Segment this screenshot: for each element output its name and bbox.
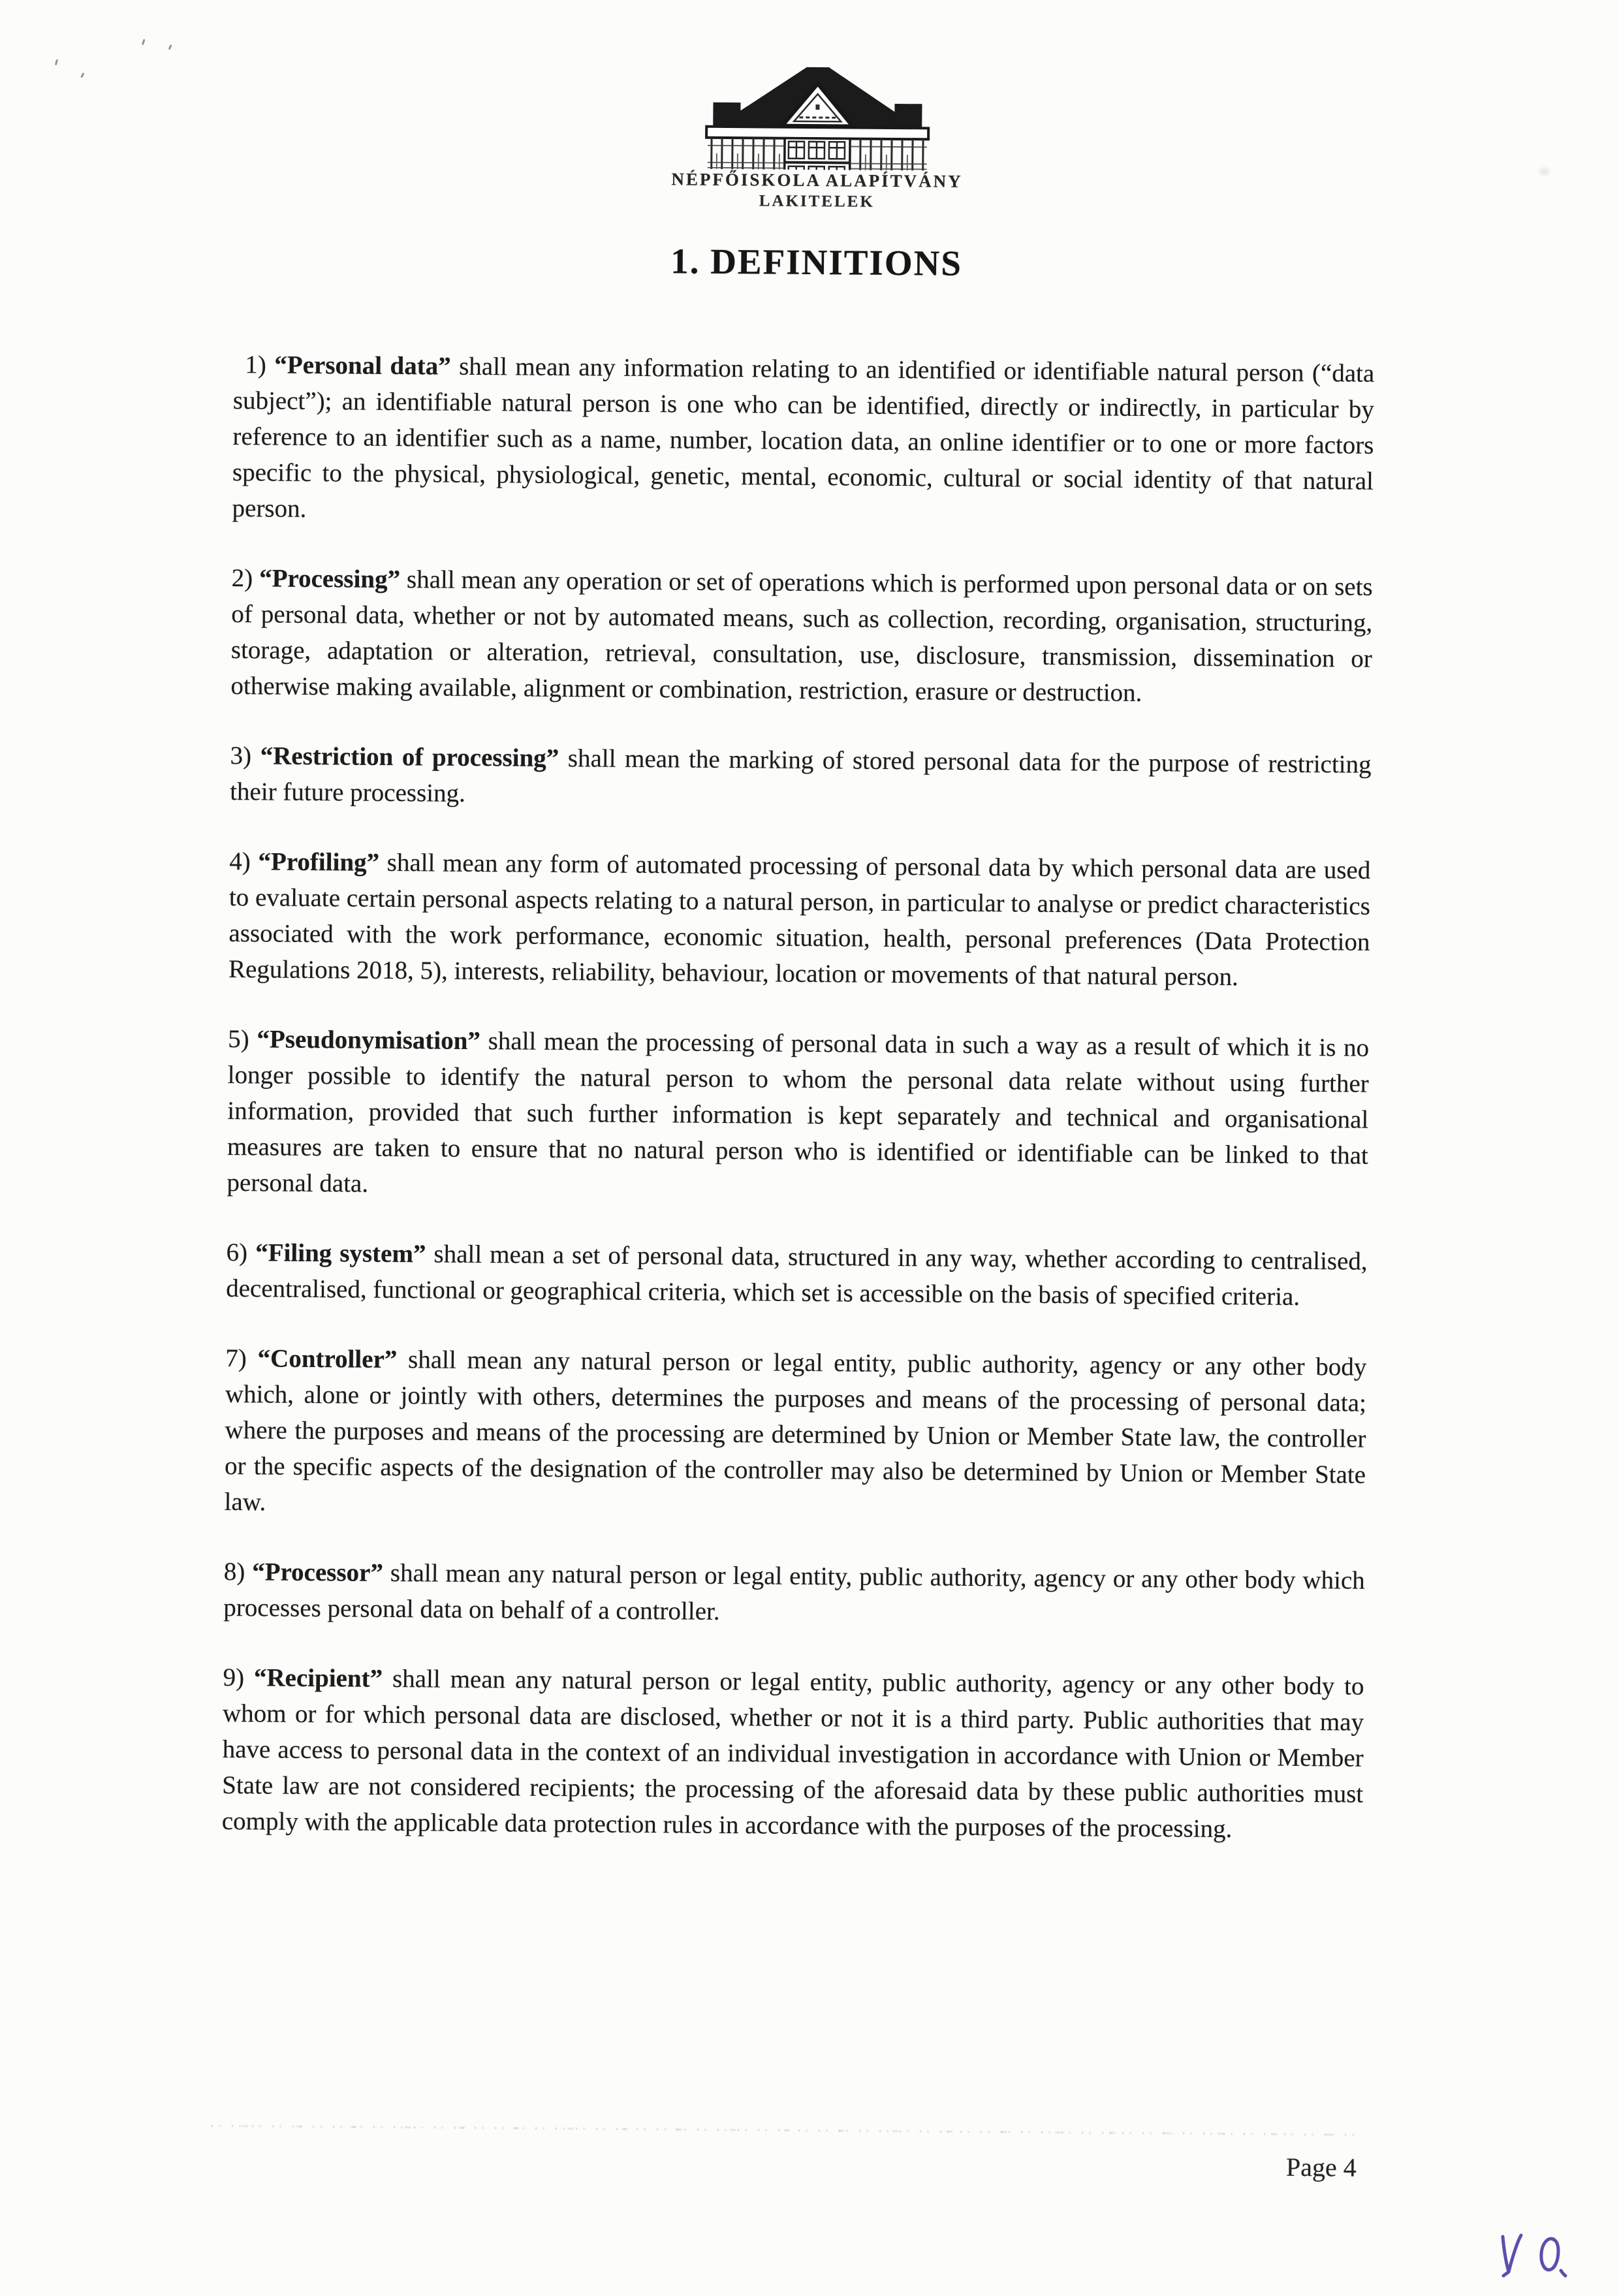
definition-term: “Filing system”	[255, 1238, 426, 1268]
scan-speckle	[168, 44, 172, 50]
org-location: LAKITELEK	[7, 186, 1619, 217]
definition-number: 5)	[228, 1025, 249, 1053]
definition-paragraph	[230, 560, 1373, 713]
definition-body: shall mean the marking of stored personal data for the purpose of restricting their future processing.	[230, 744, 1372, 808]
definitions-list	[221, 347, 1374, 1882]
definition-term: “Processor”	[252, 1558, 383, 1587]
handwritten-initials-ink	[1494, 2230, 1579, 2289]
definition-body: shall mean any operation or set of operations which is performed upon personal data or on sets of personal data, whether or not by automated means, such as collection, recording, organisation, structuring, storage, adaptation or alteration, retrieval, consultation, use, disclosure, transmission, dissemination or otherwise making available, alignment or combination, restriction, erasure or destruction.	[230, 565, 1373, 707]
definition-term: “Controller”	[257, 1344, 397, 1374]
definition-paragraph	[224, 1340, 1366, 1529]
definition-paragraph	[223, 1554, 1365, 1635]
definition-body: shall mean any natural person or legal entity, public authority, agency or any other body which processes personal data on behalf of a controller.	[223, 1559, 1365, 1626]
definition-term: “Recipient”	[254, 1663, 383, 1693]
scan-speckle	[142, 39, 146, 45]
definition-number: 2)	[232, 564, 253, 592]
definition-body: shall mean any natural person or legal entity, public authority, agency or any other body to whom or for which personal data are disclosed, whether or not it is a third party. Public authorities that may have access to personal data in the context of an individual investigation in accordance with Union or Member State law are not considered recipients; the processing of the aforesaid data by these public authorities must comply with the applicable data protection rules in accordance with the purposes of the processing.	[222, 1665, 1364, 1843]
definition-paragraph	[232, 347, 1374, 535]
definition-body: shall mean any information relating to an identified or identifiable natural person (“data subject”); an identifiable natural person is one who can be identified, directly or indirectly, in particular by reference to an identifier such as a name, number, location data, an online identifier or to one or more factors specific to the physical, physiological, genetic, mental, economic, cultural or social identity of that natural person.	[232, 353, 1374, 523]
definition-paragraph	[226, 1234, 1368, 1315]
definition-term: “Profiling”	[258, 847, 379, 876]
definition-number: 8)	[224, 1558, 245, 1586]
definition-paragraph	[230, 738, 1372, 819]
scan-artifact-line	[212, 2125, 1362, 2136]
page-number: Page 4	[1233, 2151, 1357, 2182]
definition-number: 4)	[229, 847, 251, 875]
foundation-logo	[7, 59, 1619, 217]
definition-number: 1)	[245, 351, 266, 379]
org-name: NÉPFŐISKOLA ALAPÍTVÁNY	[7, 164, 1619, 197]
definition-term: “Processing”	[259, 564, 400, 593]
definition-body: shall mean any form of automated processing of personal data by which personal data are used to evaluate certain personal aspects relating to a natural person, in particular to analyse or predict characteristics associated with the work performance, economic situation, health, personal preferences (Data Protection Regulations 2018, 5), interests, reliability, behaviour, location or movements of that natural person.	[228, 849, 1371, 991]
definition-term: “Personal data”	[274, 351, 451, 381]
definition-number: 7)	[225, 1344, 247, 1372]
definition-number: 6)	[226, 1238, 247, 1266]
definition-number: 9)	[223, 1663, 244, 1691]
definition-number: 3)	[230, 742, 251, 770]
definition-body: shall mean the processing of personal data in such a way as a result of which it is no longer possible to identify the natural person to whom the personal data relate without using further information, provided that such further information is kept separately and technical and organisational measures are taken to ensure that no natural person who is identified or identifiable can be linked to that personal data.	[227, 1027, 1369, 1198]
definition-paragraph	[222, 1659, 1364, 1848]
page-title: 1. DEFINITIONS	[7, 235, 1619, 289]
definition-body: shall mean a set of personal data, structured in any way, whether according to centralised, decentralised, functional or geographical criteria, which set is accessible on the basis of specified criteria.	[226, 1240, 1368, 1310]
definition-term: “Pseudonymisation”	[257, 1025, 480, 1055]
definition-paragraph	[228, 843, 1371, 996]
definition-body: shall mean any natural person or legal entity, public authority, agency or any other body which, alone or jointly with others, determines the purposes and means of the processing of personal data; where the purposes and means of the processing are determined by Union or Member State law, the controller or the specific aspects of the designation of the controller may also be determined by Union or Member State law.	[224, 1345, 1366, 1516]
definition-paragraph	[227, 1021, 1369, 1210]
building-illustration-icon	[697, 65, 938, 171]
definition-term: “Restriction of processing”	[260, 742, 559, 772]
